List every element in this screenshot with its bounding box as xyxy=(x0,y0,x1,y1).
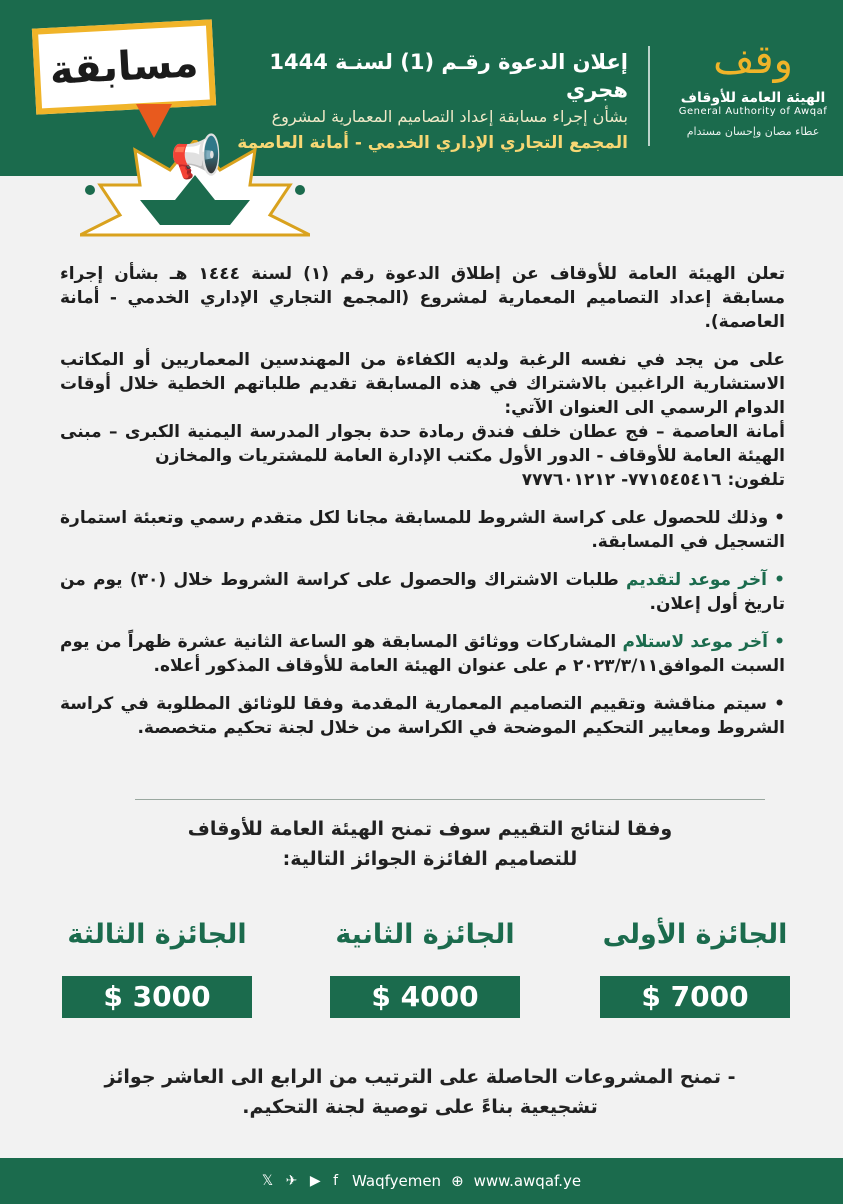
address-text: أمانة العاصمة – فج عطان خلف فندق رمادة حدة بجوار المدرسة اليمنية الكبرى – مبنى الهيئة العامة للأوقاف - الدور الأول مكتب الإدارة العامة للمشتريات والمخازن xyxy=(60,422,785,466)
prize-second-name: الجائزة الثانية xyxy=(335,919,515,950)
badge-tail-shape xyxy=(136,104,172,138)
website-link[interactable]: www.awqaf.ye xyxy=(473,1172,582,1190)
footer-bar xyxy=(0,1158,843,1204)
eligibility-text: على من يجد في نفسه الرغبة ولديه الكفاءة من المهندسين المعماريين أو المكاتب الاستشارية الراغبين بالاشتراك في هذه المسابقة تقديم طلباتهم الخطية خلال أوقات الدوام الرسمي الى العنوان الآتي: xyxy=(60,350,785,418)
competition-badge xyxy=(32,19,216,114)
prize-first-amount: $ 7000 xyxy=(600,976,790,1018)
call-subtitle: بشأن إجراء مسابقة إعداد التصاميم المعمارية لمشروع xyxy=(271,107,628,126)
prizes-intro xyxy=(150,814,710,874)
prizes-intro-line1: وفقا لنتائج التقييم سوف تمنح الهيئة العامة للأوقاف xyxy=(187,818,673,840)
facebook-icon[interactable]: f xyxy=(333,1173,342,1189)
header-divider xyxy=(648,46,650,146)
section-divider xyxy=(135,799,765,800)
megaphone-icon: 📢 xyxy=(170,132,223,181)
bullet-booklet: • وذلك للحصول على كراسة الشروط للمسابقة مجانا لكل متقدم رسمي وتعبئة استمارة التسجيل في المسابقة. xyxy=(60,508,785,552)
phone-text: تلفون: ٧٧١٥٤٥٤١٦- ٧٧٧٦٠١٢١٢ xyxy=(521,470,785,490)
call-title: إعلان الدعوة رقـم (1) لسنـة 1444 هجري xyxy=(269,50,628,102)
eligibility-paragraph xyxy=(60,348,785,492)
telegram-icon[interactable]: ✈ xyxy=(285,1173,302,1189)
prize-second-amount: $ 4000 xyxy=(330,976,520,1018)
deadline-submit-label: • آخر موعد لاستلام xyxy=(622,632,785,652)
bullet-deadline-apply xyxy=(60,568,785,616)
deadline-submit-text: المشاركات ووثائق المسابقة هو الساعة الثانية عشرة ظهراً من يوم السبت الموافق٢٠٢٣/٣/١١ م على عنوان الهيئة العامة للأوقاف المذكور أعلاه. xyxy=(60,632,785,676)
encouragement-prizes-note: - تمنح المشروعات الحاصلة على الترتيب من الرابع الى العاشر جوائز تشجيعية بناءً على توصية لجنة التحكيم. xyxy=(104,1066,736,1118)
prizes-intro-line2: للتصاميم الفائزة الجوائز التالية: xyxy=(282,848,578,870)
announcement-body xyxy=(60,262,785,754)
logo-name-arabic: الهيئة العامة للأوقاف xyxy=(680,90,826,106)
prize-second xyxy=(330,910,520,1018)
youtube-icon[interactable]: ▶ xyxy=(309,1173,325,1189)
twitter-icon[interactable]: 𝕏 xyxy=(261,1173,278,1189)
header-banner xyxy=(0,0,843,181)
prize-third-name: الجائزة الثالثة xyxy=(67,919,247,950)
awqaf-logo xyxy=(668,30,838,160)
prize-third xyxy=(62,910,252,1018)
logo-tagline: عطاء مصان وإحسان مستدام xyxy=(686,125,820,138)
social-icons xyxy=(262,1173,342,1189)
badge-label: مسابقة xyxy=(48,40,200,94)
logo-name-english: General Authority of Awqaf xyxy=(678,106,828,117)
prize-first-name: الجائزة الأولى xyxy=(602,919,788,950)
prize-first xyxy=(600,910,790,1018)
prize-third-amount: $ 3000 xyxy=(62,976,252,1018)
deadline-apply-text: طلبات الاشتراك والحصول على كراسة الشروط خلال (٣٠) يوم من تاريخ أول إعلان. xyxy=(60,570,785,614)
social-handle[interactable]: Waqfyemen xyxy=(352,1172,442,1190)
globe-icon: ⊕ xyxy=(451,1172,464,1190)
bullet-deadline-submit xyxy=(60,630,785,678)
deadline-apply-label: • آخر موعد لتقديم xyxy=(626,570,786,590)
call-announcement xyxy=(208,48,628,156)
call-project: المجمع التجاري الإداري الخدمي - أمانة العاصمة xyxy=(237,133,628,153)
intro-paragraph: تعلن الهيئة العامة للأوقاف عن إطلاق الدعوة رقم (١) لسنة ١٤٤٤ هـ بشأن إجراء مسابقة إعداد التصاميم المعمارية لمشروع (المجمع التجاري الإداري الخدمي - أمانة العاصمة). xyxy=(60,264,786,332)
bullet-evaluation: • سيتم مناقشة وتقييم التصاميم المعمارية المقدمة وفقا للوثائق المطلوبة في كراسة الشروط ومعايير التحكيم الموضحة في الكراسة من خلال لجنة تحكيم متخصصة. xyxy=(60,694,785,738)
logo-mark: وقف xyxy=(713,37,793,83)
